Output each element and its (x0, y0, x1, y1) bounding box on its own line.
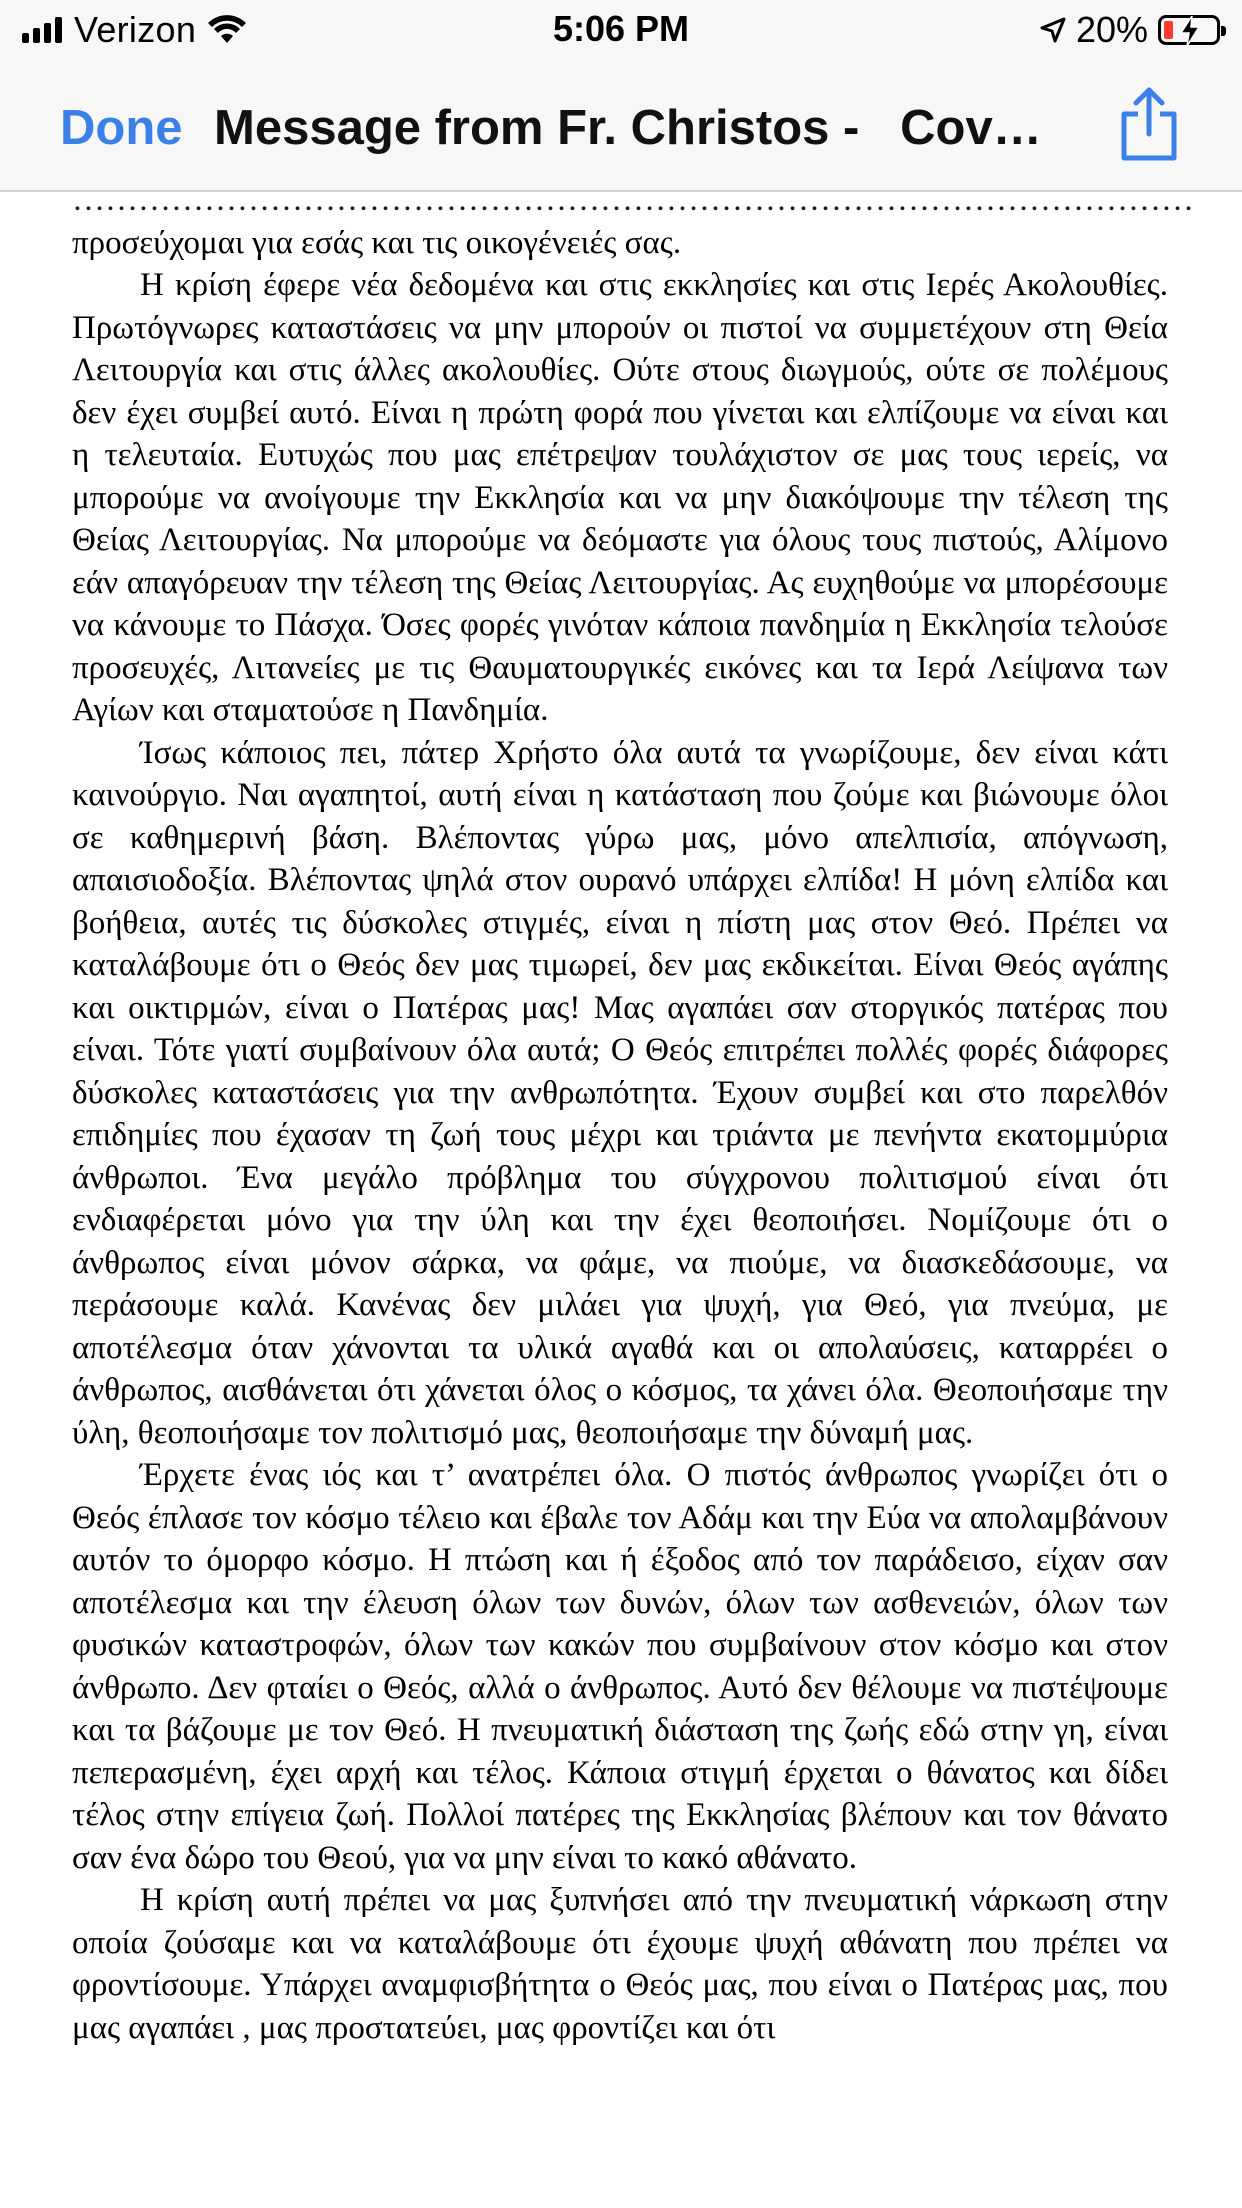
paragraph: Ίσως κάποιος πει, πάτερ Χρήστο όλα αυτά τα γνωρίζουμε, δεν είναι κάτι καινούργιο. Ναι αγαπητοί, αυτή είναι η κατάσταση που ζούμε και βιώνουμε όλοι σε καθημερινή βάση. Βλέποντας γύρω μας, μόνο απελπισία, απόγνωση, απαισιοδοξία. Βλέποντας ψηλά στον ουρανό υπάρχει ελπίδα! Η μόνη ελπίδα και βοήθεια, αυτές τις δύσκολες στιγμές, είναι η πίστη μας στον Θεό. Πρέπει να καταλάβουμε ότι ο Θεός δεν μας τιμωρεί, δεν μας εκδικείται. Είναι Θεός αγάπης και οικτιρμών, είναι ο Πατέρας μας! Μας αγαπάει σαν στοργικός πατέρας που είναι. Τότε γιατί συμβαίνουν όλα αυτά; Ο Θεός επιτρέπει πολλές φορές διάφορες δύσκολες καταστάσεις για την ανθρωπότητα. Έχουν συμβεί και στο παρελθόν επιδημίες που έχασαν τη ζωή τους μέχρι και τριάντα με πενήντα εκατομμύρια άνθρωποι. Ένα μεγάλο πρόβλημα του σύγχρονου πολιτισμού είναι ότι ενδιαφέρεται μόνο για την ύλη και την έχει θεοποιήσει. Νομίζουμε ότι ο άνθρωπος είναι μόνον σάρκα, να φάμε, να πιούμε, να διασκεδάσουμε, να περάσουμε καλά. Κανένας δεν μιλάει για ψυχή, για Θεό, για πνεύμα, με αποτέλεσμα όταν χάνονται τα υλικά αγαθά και οι απολαύσεις, καταρρέει ο άνθρωπος, αισθάνεται ότι χάνεται όλος ο κόσμος, τα χάνει όλα. Θεοποιήσαμε την ύλη, θεοποιήσαμε τον πολιτισμό μας, θεοποιήσαμε την δύναμή μας. (72, 734, 1168, 1451)
battery-charging-icon (1158, 15, 1220, 45)
paragraph: Έρχετε ένας ιός και τ’ ανατρέπει όλα. Ο πιστός άνθρωπος γνωρίζει ότι ο Θεός έπλασε τον κόσμο τέλειο και έβαλε τον Αδάμ και την Εύα να απολαμβάνουν αυτόν το όμορφο κόσμο. Η πτώση και ή έξοδος από τον παράδεισο, είχαν σαν αποτέλεσμα και την έλευση όλων των δυνών, όλων των ασθενειών, όλων των φυσικών καταστροφών, όλων των κακών που συμβαίνουν στον κόσμο και στον άνθρωπο. Δεν φταίει ο Θεός, αλλά ο άνθρωπος. Αυτό δεν θέλουμε να πιστέψουμε και τα βάζουμε με τον Θεό. Η πνευματική διάσταση της ζωής εδώ στην γη, είναι πεπερασμένη, έχει αρχή και τέλος. Κάποια στιγμή έρχεται ο θάνατος και δίδει τέλος στην επίγεια ζωή. Πολλοί πατέρες της Εκκλησίας βλέπουν και τον θάνατο σαν ένα δώρο του Θεού, για να μην είναι το κακό αθάνατο. (72, 1457, 1168, 1876)
paragraph: Η κρίση έφερε νέα δεδομένα και στις εκκλησίες και στις Ιερές Ακολουθίες. Πρωτόγνωρες καταστάσεις να μην μπορούν οι πιστοί να συμμετέχουν στη Θεία Λειτουργία και στις άλλες ακολουθίες. Ούτε στους διωγμούς, ούτε σε πολέμους δεν έχει συμβεί αυτό. Είναι η πρώτη φορά που γίνεται και ελπίζουμε να είναι και η τελευταία. Ευτυχώς που μας επέτρεψαν τουλάχιστον σε μας τους ιερείς, να μπορούμε να ανοίγουμε την Εκκλησία και να μην διακόψουμε την τέλεση της Θείας Λειτουργίας. Να μπορούμε να δεόμαστε για όλους τους πιστούς, Αλίμονο εάν απαγόρευαν την τέλεση της Θείας Λειτουργίας. Ας ευχηθούμε να μπορέσουμε να κάνουμε το Πάσχα. Όσες φορές γινόταν κάποια πανδημία η Εκκλησία τελούσε προσευχές, Λιτανείες με τις Θαυματουργικές εικόνες και τα Ιερά Λείψανα των Αγίων και σταματούσε η Πανδημία. (72, 267, 1168, 728)
paragraph-cutoff: ………………………………………………………………………………………… (72, 192, 1194, 218)
paragraph: Η κρίση αυτή πρέπει να μας ξυπνήσει από την πνευματική νάρκωση στην οποία ζούσαμε και να καταλάβουμε ότι έχουμε ψυχή αθάνατη που πρέπει να φροντίσουμε. Υπάρχει αναμφισβήτητα ο Θεός μας, που είναι ο Πατέρας μας, που μας αγαπάει , μας προστατεύει, μας φροντίζει και ότι (72, 1882, 1168, 2046)
carrier-label: Verizon (74, 9, 197, 50)
location-arrow-icon (1040, 17, 1066, 43)
charging-bolt-icon (1179, 16, 1201, 46)
document-text (72, 192, 1194, 2049)
battery-percent: 20% (1075, 9, 1148, 50)
status-bar (0, 0, 1242, 62)
battery-level-fill (1164, 21, 1173, 39)
status-time: 5:06 PM (552, 8, 690, 49)
done-button[interactable]: Done (60, 101, 183, 155)
share-icon[interactable] (1118, 84, 1180, 164)
nav-bar (0, 62, 1242, 192)
paragraph: προσεύχομαι για εσάς και τις οικογένειές σας. (72, 224, 682, 261)
document-title: Message from Fr. Christos - Cov… (214, 101, 1042, 155)
status-right (1040, 10, 1220, 50)
document-viewer[interactable] (0, 192, 1242, 2208)
